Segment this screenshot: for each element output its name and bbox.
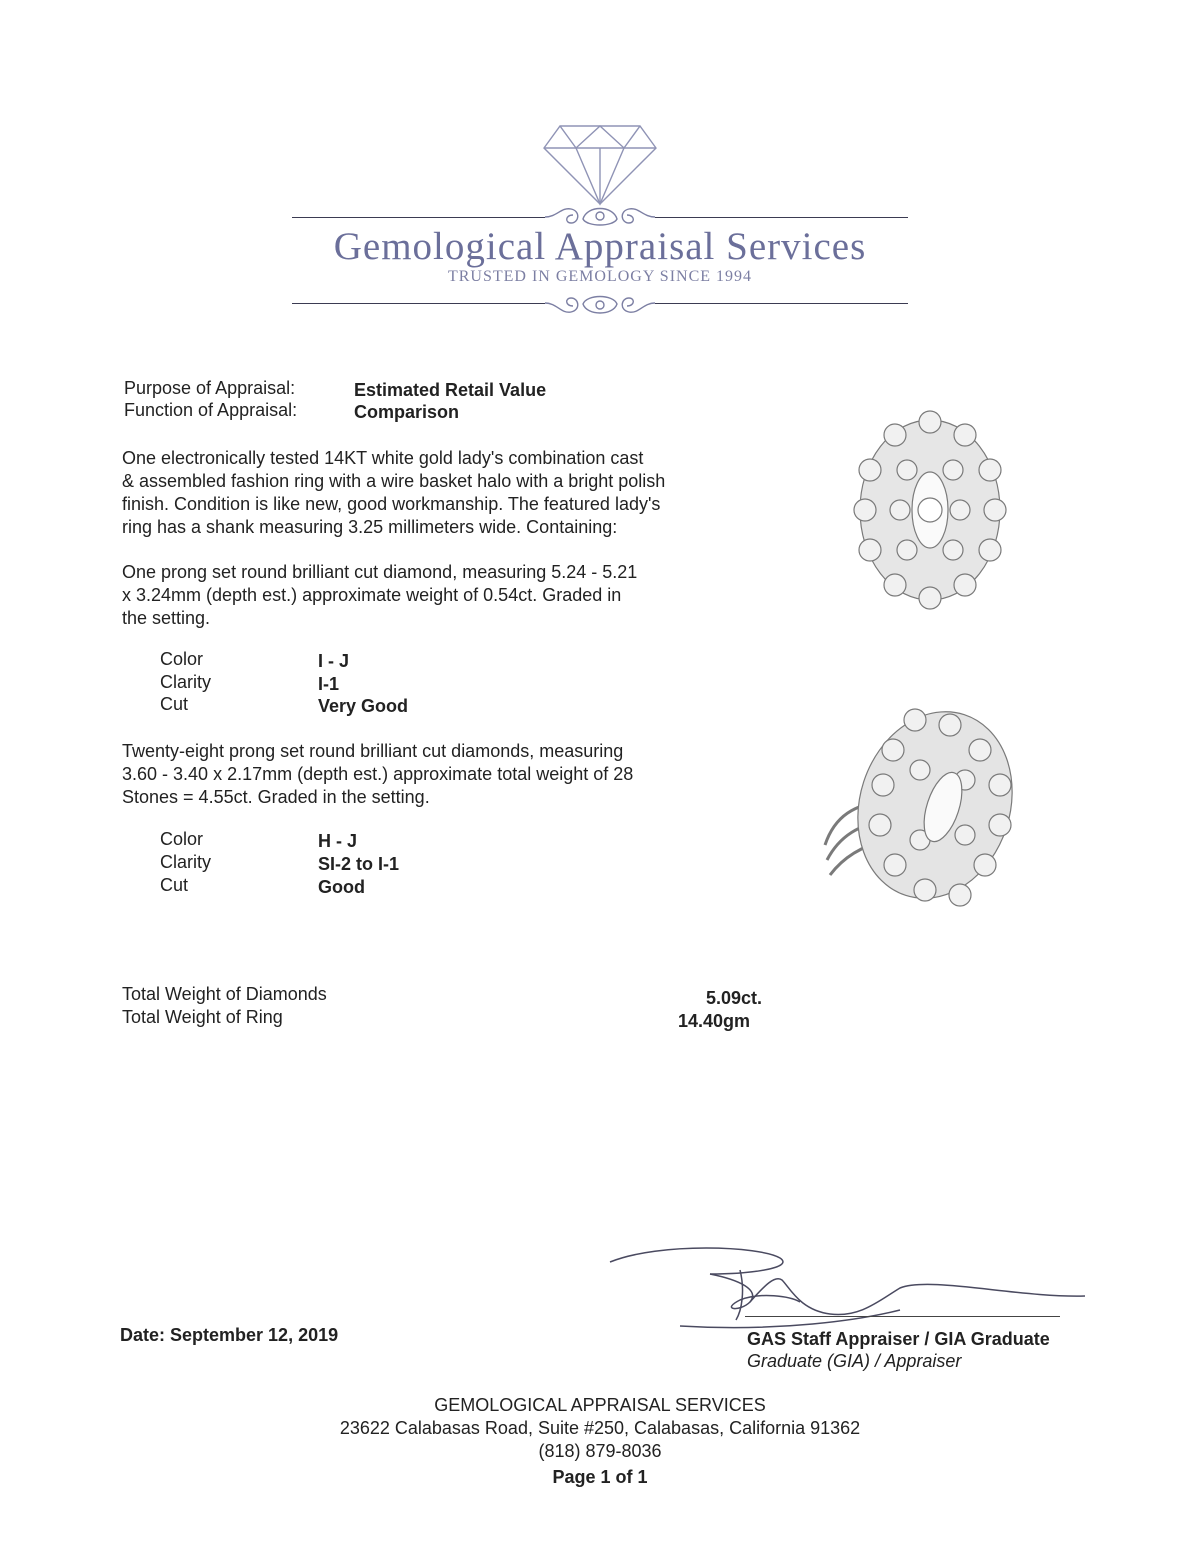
center-cut-label: Cut <box>160 694 189 714</box>
signature-icon <box>600 1240 1090 1340</box>
ring-photo-side <box>815 695 1025 920</box>
logo-rule-top-right <box>655 217 908 218</box>
function-value: Comparison <box>354 402 460 422</box>
center-color-label: Color <box>160 649 204 669</box>
footer-phone: (818) 879-8036 <box>538 1441 662 1461</box>
ring-photo-top <box>835 400 1025 620</box>
ring-description <box>122 447 782 539</box>
total-diamonds-value: 5.09ct. <box>706 988 763 1008</box>
company-name: Gemological Appraisal Services <box>333 225 867 268</box>
appraisal-date: Date: September 12, 2019 <box>120 1325 339 1345</box>
side-clarity-value: SI-2 to I-1 <box>318 854 400 874</box>
description-line: & assembled fashion ring with a wire basket halo with a bright polish <box>122 471 666 491</box>
side-clarity-label: Clarity <box>160 852 212 872</box>
center-color-value: I - J <box>318 651 350 671</box>
purpose-label: Purpose of Appraisal: <box>124 378 296 398</box>
side-stones-line: Twenty-eight prong set round brilliant cut diamonds, measuring <box>122 741 624 761</box>
logo-rule-bottom-right <box>655 303 908 304</box>
center-clarity-value: I-1 <box>318 674 340 694</box>
center-stone-description <box>122 561 782 630</box>
logo-rule-bottom-left <box>292 303 545 304</box>
description-line: One electronically tested 14KT white gold lady's combination cast <box>122 448 644 468</box>
side-stones-description <box>122 740 782 809</box>
purpose-value: Estimated Retail Value <box>354 380 547 400</box>
center-stone-line: the setting. <box>122 608 211 628</box>
total-ring-value: 14.40gm <box>678 1011 751 1031</box>
signature-title: GAS Staff Appraiser / GIA Graduate <box>747 1329 1050 1349</box>
description-line: ring has a shank measuring 3.25 millimeters wide. Containing: <box>122 517 618 537</box>
side-color-value: H - J <box>318 831 358 851</box>
center-clarity-label: Clarity <box>160 672 212 692</box>
footer-company: GEMOLOGICAL APPRAISAL SERVICES <box>434 1395 766 1415</box>
side-stones-line: 3.60 - 3.40 x 2.17mm (depth est.) approximate total weight of 28 <box>122 764 634 784</box>
side-cut-value: Good <box>318 877 365 897</box>
signature-line <box>745 1316 1060 1317</box>
total-diamonds-label: Total Weight of Diamonds <box>122 984 327 1004</box>
center-stone-line: One prong set round brilliant cut diamond, measuring 5.24 - 5.21 <box>122 562 638 582</box>
side-stones-line: Stones = 4.55ct. Graded in the setting. <box>122 787 430 807</box>
center-cut-value: Very Good <box>318 696 409 716</box>
side-cut-label: Cut <box>160 875 189 895</box>
flourish-icon <box>543 290 657 320</box>
description-line: finish. Condition is like new, good workmanship. The featured lady's <box>122 494 661 514</box>
diamond-logo-icon <box>540 122 660 206</box>
signature-subtitle: Graduate (GIA) / Appraiser <box>747 1351 962 1371</box>
total-ring-label: Total Weight of Ring <box>122 1007 283 1027</box>
center-stone-line: x 3.24mm (depth est.) approximate weight of 0.54ct. Graded in <box>122 585 622 605</box>
function-label: Function of Appraisal: <box>124 400 298 420</box>
footer-address: 23622 Calabasas Road, Suite #250, Calabasas, California 91362 <box>339 1418 861 1438</box>
page-number: Page 1 of 1 <box>552 1467 648 1487</box>
side-color-label: Color <box>160 829 204 849</box>
company-tagline: TRUSTED IN GEMOLOGY SINCE 1994 <box>447 268 753 285</box>
logo-rule-top-left <box>292 217 545 218</box>
